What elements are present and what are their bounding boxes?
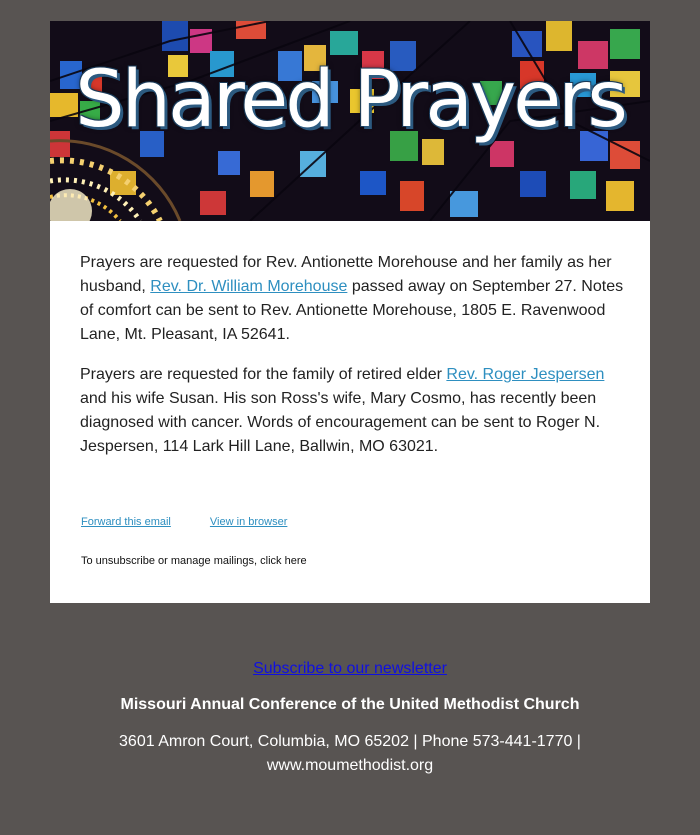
email-card bbox=[50, 21, 650, 603]
paragraph-text: Prayers are requested for the family of retired elder bbox=[80, 366, 447, 383]
view-in-browser-link[interactable]: View in browser bbox=[209, 516, 288, 528]
unsubscribe-link[interactable]: To unsubscribe or manage mailings, click here bbox=[81, 555, 307, 567]
address-line: 3601 Amron Court, Columbia, MO 65202 | Phone 573-441-1770 | bbox=[119, 733, 581, 750]
subscribe-newsletter-link[interactable]: Subscribe to our newsletter bbox=[253, 660, 447, 677]
header-banner bbox=[50, 21, 650, 221]
website-line: www.moumethodist.org bbox=[266, 757, 434, 774]
email-actions bbox=[81, 516, 323, 528]
paragraph-text: passed away on September 27. Notes of comfort can be sent to Rev. Antionette Morehouse, 1805 E. Ravenwood Lane, Mt. Pleasant, IA 52641. bbox=[80, 278, 624, 343]
paragraph-text: Prayers are requested for Rev. Antionette Morehouse and her family as her husband, bbox=[80, 254, 612, 295]
prayer-paragraph-2 bbox=[80, 363, 625, 459]
organization-name: Missouri Annual Conference of the United Methodist Church bbox=[120, 696, 580, 713]
paragraph-text: and his wife Susan. His son Ross's wife, Mary Cosmo, has recently been diagnosed with cancer. Words of encouragement can be sent to Roger N. Jespersen, 114 Lark Hill Lane, Ballwin, MO 63021. bbox=[80, 390, 601, 455]
forward-email-link[interactable]: Forward this email bbox=[81, 516, 171, 528]
roger-jespersen-link[interactable]: Rev. Roger Jespersen bbox=[446, 366, 605, 383]
email-body bbox=[80, 251, 625, 475]
contact-address bbox=[0, 730, 700, 778]
william-morehouse-link[interactable]: Rev. Dr. William Morehouse bbox=[150, 278, 348, 295]
prayer-paragraph-1 bbox=[80, 251, 625, 347]
footer bbox=[0, 660, 700, 778]
banner-title: Shared Prayers bbox=[75, 55, 625, 145]
